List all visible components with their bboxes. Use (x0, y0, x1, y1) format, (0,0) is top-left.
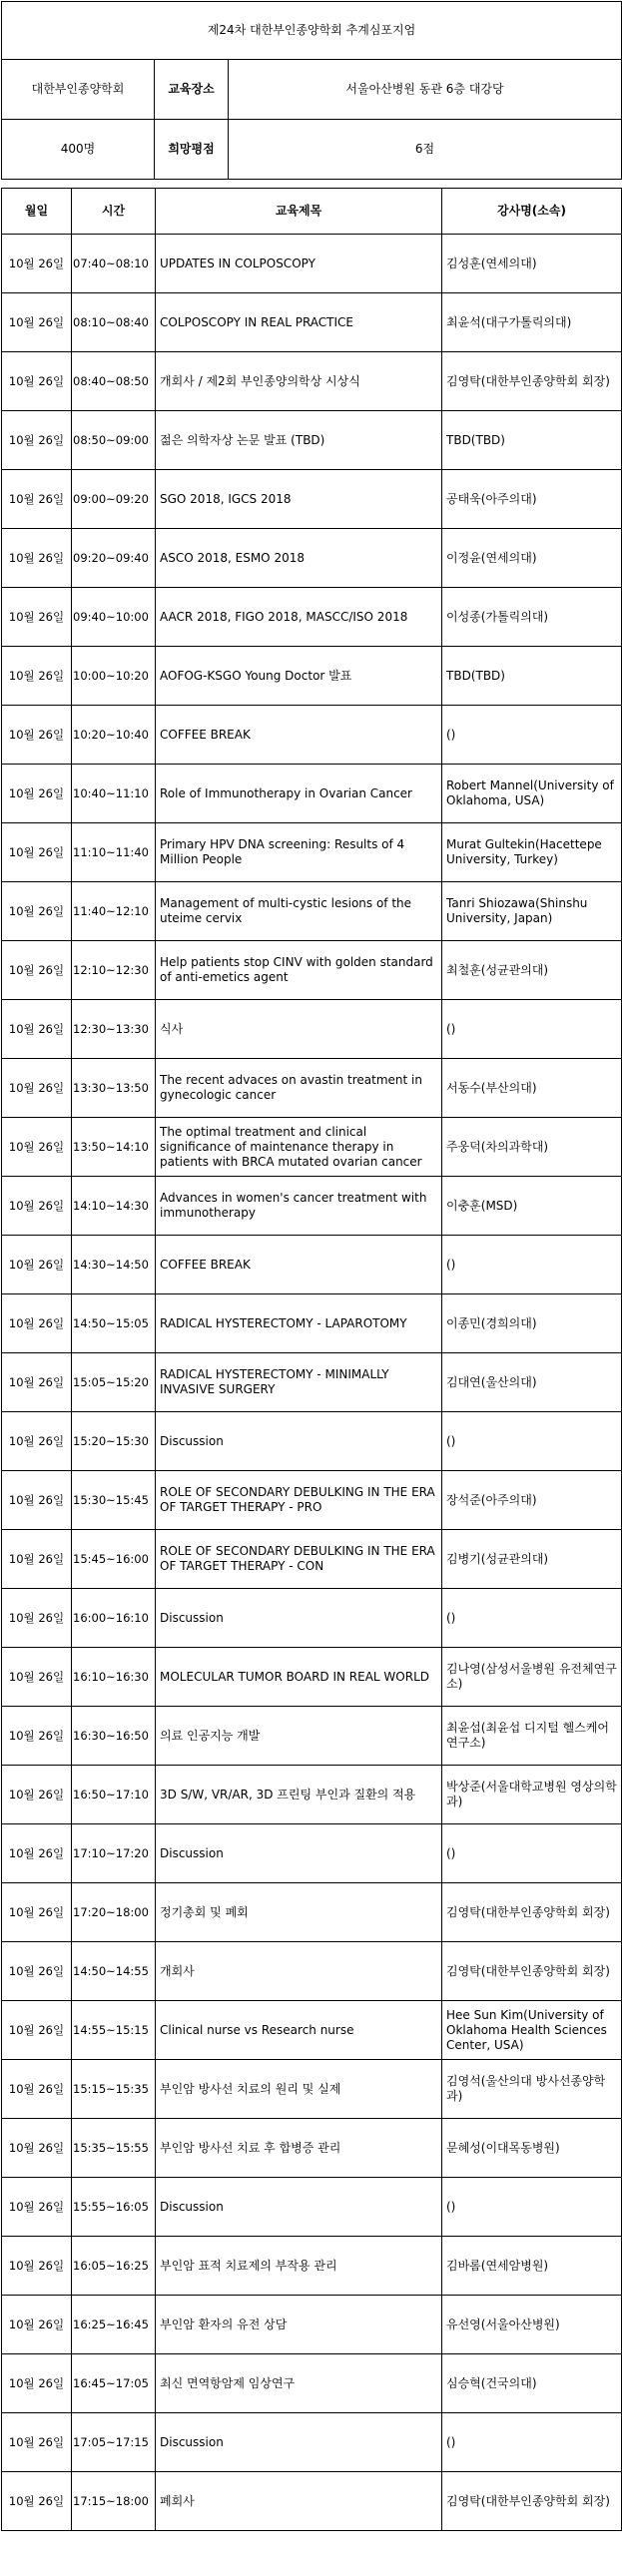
session-speaker: TBD(TBD) (442, 411, 622, 470)
session-title: Discussion (156, 1824, 442, 1883)
column-header-speaker: 강사명(소속) (442, 189, 622, 235)
session-speaker: 심승혁(건국의대) (442, 2354, 622, 2413)
session-time: 15:20~15:30 (72, 1412, 156, 1471)
session-speaker: 김영탁(대한부인종양학회 회장) (442, 1942, 622, 2001)
event-title: 제24차 대한부인종양학회 추계심포지엄 (2, 2, 622, 60)
session-time: 13:30~13:50 (72, 1059, 156, 1118)
session-speaker: Tanri Shiozawa(Shinshu University, Japan) (442, 882, 622, 941)
session-speaker: 김영석(울산의대 방사선종양학과) (442, 2060, 622, 2119)
session-time: 16:30~16:50 (72, 1707, 156, 1766)
session-speaker: Murat Gultekin(Hacettepe University, Turkey) (442, 823, 622, 882)
session-title: 의료 인공지능 개발 (156, 1707, 442, 1766)
session-speaker: 공태욱(아주의대) (442, 470, 622, 529)
session-time: 17:05~17:15 (72, 2413, 156, 2472)
table-row (2, 2001, 622, 2060)
session-title: The recent advaces on avastin treatment in gynecologic cancer (156, 1059, 442, 1118)
session-speaker: 유선영(서울아산병원) (442, 2296, 622, 2354)
table-row (2, 1059, 622, 1118)
session-title: COFFEE BREAK (156, 706, 442, 765)
table-row (2, 235, 622, 293)
session-date: 10월 26일 (2, 1294, 72, 1353)
session-date: 10월 26일 (2, 706, 72, 765)
session-date: 10월 26일 (2, 411, 72, 470)
table-row (2, 2060, 622, 2119)
session-speaker: 박상준(서울대학교병원 영상의학과) (442, 1766, 622, 1824)
session-speaker: () (442, 2413, 622, 2472)
table-row (2, 882, 622, 941)
table-row (2, 2413, 622, 2472)
table-row (2, 411, 622, 470)
session-time: 15:30~15:45 (72, 1471, 156, 1530)
session-title: Discussion (156, 2178, 442, 2237)
session-title: 부인암 방사선 치료의 원리 및 실제 (156, 2060, 442, 2119)
session-date: 10월 26일 (2, 1412, 72, 1471)
session-date: 10월 26일 (2, 2413, 72, 2472)
session-date: 10월 26일 (2, 1471, 72, 1530)
session-title: ASCO 2018, ESMO 2018 (156, 529, 442, 588)
table-row (2, 470, 622, 529)
table-row (2, 2178, 622, 2237)
session-date: 10월 26일 (2, 647, 72, 706)
session-speaker: 김병기(성균관의대) (442, 1530, 622, 1589)
session-time: 15:55~16:05 (72, 2178, 156, 2237)
session-date: 10월 26일 (2, 1707, 72, 1766)
table-row (2, 1530, 622, 1589)
table-row (2, 1824, 622, 1883)
session-time: 15:45~16:00 (72, 1530, 156, 1589)
session-time: 16:45~17:05 (72, 2354, 156, 2413)
session-title: Role of Immunotherapy in Ovarian Cancer (156, 765, 442, 823)
session-title: AOFOG-KSGO Young Doctor 발표 (156, 647, 442, 706)
table-row (2, 1883, 622, 1942)
session-date: 10월 26일 (2, 765, 72, 823)
session-speaker: 최철훈(성균관의대) (442, 941, 622, 1000)
session-time: 17:15~18:00 (72, 2472, 156, 2531)
session-title: Discussion (156, 2413, 442, 2472)
session-speaker: () (442, 2178, 622, 2237)
session-time: 08:50~09:00 (72, 411, 156, 470)
table-row (2, 1589, 622, 1648)
table-row (2, 1177, 622, 1236)
session-time: 09:20~09:40 (72, 529, 156, 588)
table-row (2, 1648, 622, 1707)
session-date: 10월 26일 (2, 2001, 72, 2060)
session-time: 16:50~17:10 (72, 1766, 156, 1824)
session-title: COFFEE BREAK (156, 1236, 442, 1294)
session-date: 10월 26일 (2, 1824, 72, 1883)
session-speaker: 김영탁(대한부인종양학회 회장) (442, 2472, 622, 2531)
session-title: 부인암 환자의 유전 상담 (156, 2296, 442, 2354)
venue: 서울아산병원 동관 6층 대강당 (229, 60, 622, 120)
session-time: 14:30~14:50 (72, 1236, 156, 1294)
table-row (2, 2472, 622, 2531)
session-speaker: 김영탁(대한부인종양학회 회장) (442, 352, 622, 411)
session-date: 10월 26일 (2, 2237, 72, 2296)
session-title: RADICAL HYSTERECTOMY - MINIMALLY INVASIVE SURGERY (156, 1353, 442, 1412)
session-title: Management of multi-cystic lesions of the uteime cervix (156, 882, 442, 941)
session-date: 10월 26일 (2, 823, 72, 882)
session-speaker: 김바롬(연세암병원) (442, 2237, 622, 2296)
session-time: 17:10~17:20 (72, 1824, 156, 1883)
session-date: 10월 26일 (2, 293, 72, 352)
session-date: 10월 26일 (2, 941, 72, 1000)
session-time: 10:00~10:20 (72, 647, 156, 706)
session-date: 10월 26일 (2, 1059, 72, 1118)
table-row (2, 352, 622, 411)
table-row (2, 1000, 622, 1059)
session-title: AACR 2018, FIGO 2018, MASCC/ISO 2018 (156, 588, 442, 647)
session-title: Discussion (156, 1589, 442, 1648)
session-title: 정기총회 및 폐회 (156, 1883, 442, 1942)
venue-label: 교육장소 (155, 60, 229, 120)
session-date: 10월 26일 (2, 529, 72, 588)
session-time: 16:00~16:10 (72, 1589, 156, 1648)
session-title: Advances in women's cancer treatment with immunotherapy (156, 1177, 442, 1236)
session-time: 15:35~15:55 (72, 2119, 156, 2178)
table-row (2, 2296, 622, 2354)
table-row (2, 2119, 622, 2178)
session-title: 부인암 표적 치료제의 부작용 관리 (156, 2237, 442, 2296)
table-row (2, 2237, 622, 2296)
table-row (2, 1236, 622, 1294)
session-time: 15:05~15:20 (72, 1353, 156, 1412)
schedule-header-row (2, 189, 622, 235)
session-title: 젊은 의학자상 논문 발표 (TBD) (156, 411, 442, 470)
session-speaker: 김나영(삼성서울병원 유전체연구소) (442, 1648, 622, 1707)
column-header-title: 교육제목 (156, 189, 442, 235)
session-time: 14:55~15:15 (72, 2001, 156, 2060)
session-date: 10월 26일 (2, 882, 72, 941)
session-title: 최신 면역항암제 임상연구 (156, 2354, 442, 2413)
session-speaker: () (442, 1000, 622, 1059)
points-value: 6점 (229, 120, 622, 180)
event-info-table (1, 1, 622, 180)
session-time: 11:40~12:10 (72, 882, 156, 941)
session-time: 12:30~13:30 (72, 1000, 156, 1059)
session-title: Clinical nurse vs Research nurse (156, 2001, 442, 2060)
table-row (2, 823, 622, 882)
table-row (2, 1471, 622, 1530)
session-time: 10:20~10:40 (72, 706, 156, 765)
session-speaker: 김영탁(대한부인종양학회 회장) (442, 1883, 622, 1942)
session-title: 부인암 방사선 치료 후 합병증 관리 (156, 2119, 442, 2178)
session-title: COLPOSCOPY IN REAL PRACTICE (156, 293, 442, 352)
session-date: 10월 26일 (2, 1236, 72, 1294)
table-row (2, 1412, 622, 1471)
table-row (2, 1294, 622, 1353)
table-row (2, 765, 622, 823)
session-date: 10월 26일 (2, 588, 72, 647)
session-date: 10월 26일 (2, 2119, 72, 2178)
session-date: 10월 26일 (2, 1000, 72, 1059)
session-time: 10:40~11:10 (72, 765, 156, 823)
session-date: 10월 26일 (2, 2178, 72, 2237)
session-date: 10월 26일 (2, 1353, 72, 1412)
column-header-date: 월일 (2, 189, 72, 235)
session-date: 10월 26일 (2, 1648, 72, 1707)
session-title: ROLE OF SECONDARY DEBULKING IN THE ERA OF TARGET THERAPY - PRO (156, 1471, 442, 1530)
session-speaker: 이충훈(MSD) (442, 1177, 622, 1236)
session-time: 07:40~08:10 (72, 235, 156, 293)
session-date: 10월 26일 (2, 2472, 72, 2531)
session-date: 10월 26일 (2, 1118, 72, 1177)
table-row (2, 293, 622, 352)
table-row (2, 706, 622, 765)
session-date: 10월 26일 (2, 1883, 72, 1942)
session-title: 식사 (156, 1000, 442, 1059)
session-speaker: TBD(TBD) (442, 647, 622, 706)
session-time: 09:40~10:00 (72, 588, 156, 647)
table-row (2, 1118, 622, 1177)
session-speaker: 이성종(가톨릭의대) (442, 588, 622, 647)
session-time: 16:25~16:45 (72, 2296, 156, 2354)
session-title: 3D S/W, VR/AR, 3D 프린팅 부인과 질환의 적용 (156, 1766, 442, 1824)
table-row (2, 1766, 622, 1824)
table-row (2, 529, 622, 588)
session-title: RADICAL HYSTERECTOMY - LAPAROTOMY (156, 1294, 442, 1353)
session-date: 10월 26일 (2, 2354, 72, 2413)
session-date: 10월 26일 (2, 470, 72, 529)
table-row (2, 1942, 622, 2001)
session-date: 10월 26일 (2, 235, 72, 293)
session-time: 09:00~09:20 (72, 470, 156, 529)
session-title: Discussion (156, 1412, 442, 1471)
session-time: 14:50~15:05 (72, 1294, 156, 1353)
session-time: 08:40~08:50 (72, 352, 156, 411)
session-date: 10월 26일 (2, 1177, 72, 1236)
session-speaker: 김성훈(연세의대) (442, 235, 622, 293)
schedule-body (2, 235, 622, 2531)
session-speaker: () (442, 1412, 622, 1471)
session-date: 10월 26일 (2, 2296, 72, 2354)
session-speaker: 이정윤(연세의대) (442, 529, 622, 588)
session-speaker: 이종민(경희의대) (442, 1294, 622, 1353)
table-row (2, 1353, 622, 1412)
session-date: 10월 26일 (2, 1766, 72, 1824)
session-speaker: () (442, 1824, 622, 1883)
session-title: UPDATES IN COLPOSCOPY (156, 235, 442, 293)
session-time: 11:10~11:40 (72, 823, 156, 882)
session-time: 08:10~08:40 (72, 293, 156, 352)
session-date: 10월 26일 (2, 2060, 72, 2119)
session-title: 개회사 (156, 1942, 442, 2001)
table-row (2, 647, 622, 706)
table-row (2, 941, 622, 1000)
session-title: Help patients stop CINV with golden standard of anti-emetics agent (156, 941, 442, 1000)
session-speaker: 서동수(부산의대) (442, 1059, 622, 1118)
session-title: The optimal treatment and clinical significance of maintenance therapy in patients with BRCA mutated ovarian cancer (156, 1118, 442, 1177)
session-speaker: 주웅덕(차의과학대) (442, 1118, 622, 1177)
points-label: 희망평점 (155, 120, 229, 180)
session-time: 14:10~14:30 (72, 1177, 156, 1236)
session-speaker: () (442, 1236, 622, 1294)
session-speaker: 문혜성(이대목동병원) (442, 2119, 622, 2178)
session-title: ROLE OF SECONDARY DEBULKING IN THE ERA OF TARGET THERAPY - CON (156, 1530, 442, 1589)
session-time: 17:20~18:00 (72, 1883, 156, 1942)
session-speaker: () (442, 706, 622, 765)
session-time: 16:05~16:25 (72, 2237, 156, 2296)
session-time: 14:50~14:55 (72, 1942, 156, 2001)
session-date: 10월 26일 (2, 1589, 72, 1648)
session-speaker: Robert Mannel(University of Oklahoma, USA) (442, 765, 622, 823)
session-time: 16:10~16:30 (72, 1648, 156, 1707)
session-speaker: 최윤섭(최윤섭 디지털 헬스케어 연구소) (442, 1707, 622, 1766)
session-speaker: 최윤석(대구가톨릭의대) (442, 293, 622, 352)
table-row (2, 588, 622, 647)
session-title: Primary HPV DNA screening: Results of 4 Million People (156, 823, 442, 882)
session-title: 개회사 / 제2회 부인종양의학상 시상식 (156, 352, 442, 411)
session-speaker: 김대연(울산의대) (442, 1353, 622, 1412)
session-time: 13:50~14:10 (72, 1118, 156, 1177)
session-time: 12:10~12:30 (72, 941, 156, 1000)
session-date: 10월 26일 (2, 1530, 72, 1589)
session-title: 폐회사 (156, 2472, 442, 2531)
table-row (2, 1707, 622, 1766)
session-speaker: Hee Sun Kim(University of Oklahoma Health Sciences Center, USA) (442, 2001, 622, 2060)
session-date: 10월 26일 (2, 352, 72, 411)
session-speaker: () (442, 1589, 622, 1648)
session-time: 15:15~15:35 (72, 2060, 156, 2119)
session-title: MOLECULAR TUMOR BOARD IN REAL WORLD (156, 1648, 442, 1707)
column-header-time: 시간 (72, 189, 156, 235)
schedule-table (1, 188, 622, 2531)
session-speaker: 장석준(아주의대) (442, 1471, 622, 1530)
organizer: 대한부인종양학회 (2, 60, 155, 120)
session-title: SGO 2018, IGCS 2018 (156, 470, 442, 529)
attendee-count: 400명 (2, 120, 155, 180)
table-row (2, 2354, 622, 2413)
session-date: 10월 26일 (2, 1942, 72, 2001)
